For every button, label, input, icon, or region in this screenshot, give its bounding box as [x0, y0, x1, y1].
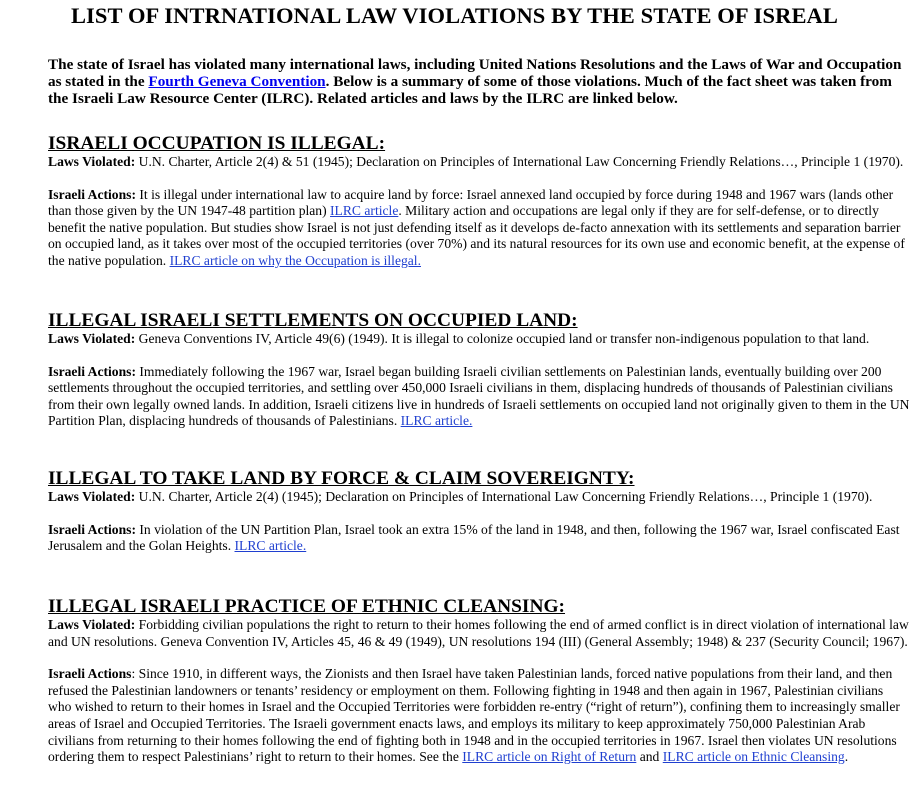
israeli-actions-paragraph [48, 522, 909, 555]
laws-violated-text: Geneva Conventions IV, Article 49(6) (1949). It is illegal to colonize occupied land or transfer non-indigenous population to that land. [135, 331, 870, 346]
israeli-actions-text: It is illegal under international law to acquire land by force: Israel annexed land occupied by force during 1948 and 1967 wars (lands other than those given by the UN 1947-48 partition plan) [48, 186, 894, 219]
ilrc-article-link[interactable]: ILRC article [330, 203, 399, 219]
laws-violated-label: Laws Violated: [48, 331, 136, 346]
intro-paragraph [48, 56, 909, 107]
ilrc-article-link[interactable]: ILRC article. [400, 413, 473, 429]
laws-violated-text: U.N. Charter, Article 2(4) & 51 (1945); Declaration on Principles of International Law Concerning Friendly Relations…, Principle 1 (1970). [135, 154, 904, 169]
laws-violated-paragraph [48, 331, 909, 348]
ilrc-right-of-return-link[interactable]: ILRC article on Right of Return [462, 749, 637, 765]
section-heading: ILLEGAL TO TAKE LAND BY FORCE & CLAIM SOVEREIGNTY: [48, 468, 635, 489]
laws-violated-paragraph [48, 617, 909, 650]
israeli-actions-and: and [636, 749, 663, 765]
israeli-actions-text: In violation of the UN Partition Plan, Israel took an extra 15% of the land in 1948, and then, following the 1967 war, Israel confiscated East Jerusalem and the Golan Heights. [48, 521, 900, 554]
laws-violated-paragraph [48, 154, 909, 171]
israeli-actions-text: : Since 1910, in different ways, the Zionists and then Israel have taken Palestinian lands, forced native populations from their land, and then refused the Palestinian landowners or tenants’ residency or employment on them. Following fighting in 1948 and then again in 1967, Palestinian civilians who wished to return to their homes in Israel and the Occupied Territories were forbidden re-entry (“right of return”), confining them to increasingly smaller areas of Israel and Occupied Territories. The Israeli government enacts laws, and employs its military to keep approximately 750,000 Palestinian Arab civilians from returning to their homes following the end of fighting both in 1948 and in the occupied territories in 1967. Israel then violates UN resolutions ordering them to respect Palestinians’ right to return to their homes. See the [48, 666, 900, 765]
israeli-actions-paragraph [48, 666, 909, 766]
section-illegal-settlements [48, 310, 909, 430]
laws-violated-label: Laws Violated: [48, 617, 136, 632]
section-occupation-illegal [48, 133, 909, 270]
israeli-actions-text: Immediately following the 1967 war, Israel began building Israeli civilian settlements on Palestinian lands, eventually building over 200 settlements throughout the occupied territories, and settling over 450,000 Israeli civilians in them, displacing hundreds of thousands of Palestinian civilians from their own legally owned lands. In addition, Israeli citizens live in hundreds of Israeli settlements on occupied land not originally given to them in the UN Partition Plan, displacing hundreds of thousands of Palestinians. [48, 363, 909, 429]
israeli-actions-label: Israeli Actions: [48, 186, 136, 202]
israeli-actions-label: Israeli Actions: [48, 521, 136, 537]
section-heading: ILLEGAL ISRAELI PRACTICE OF ETHNIC CLEANSING: [48, 596, 566, 617]
israeli-actions-text-cont: . Military action and occupations are legal only if they are for self-defense, or to directly benefit the native population. But studies show Israel is not just defending itself as it develops de-facto annexation with its settlements and separation barrier on occupied land, as it takes over most of the occupied territories (over 70%) and its natural resources for its own use and economic benefit, at the expense of the native population. [48, 203, 905, 268]
ilrc-article-link[interactable]: ILRC article. [234, 538, 307, 554]
laws-violated-paragraph [48, 489, 909, 506]
fourth-geneva-convention-link[interactable]: Fourth Geneva Convention [148, 73, 326, 90]
israeli-actions-paragraph [48, 187, 909, 270]
ilrc-ethnic-cleansing-link[interactable]: ILRC article on Ethnic Cleansing [662, 749, 845, 765]
section-land-by-force [48, 468, 909, 555]
section-ethnic-cleansing [48, 596, 909, 766]
intro-text-after: . Below is a summary of some of those violations. Much of the fact sheet was taken from the Israeli Law Resource Center (ILRC). Related articles and laws by the ILRC are linked below. [48, 73, 892, 107]
laws-violated-text: U.N. Charter, Article 2(4) (1945); Declaration on Principles of International Law Concerning Friendly Relations…, Principle 1 (1970). [135, 489, 873, 504]
intro-text-before: The state of Israel has violated many international laws, including United Nations Resolutions and the Laws of War and Occupation as stated in the [48, 56, 902, 90]
section-heading: ISRAELI OCCUPATION IS ILLEGAL: [48, 133, 386, 154]
laws-violated-label: Laws Violated: [48, 489, 136, 504]
section-heading: ILLEGAL ISRAELI SETTLEMENTS ON OCCUPIED LAND: [48, 310, 578, 331]
ilrc-occupation-illegal-link[interactable]: ILRC article on why the Occupation is illegal. [169, 252, 421, 268]
israeli-actions-label: Israeli Actions [48, 666, 132, 682]
page-title: LIST OF INTRNATIONAL LAW VIOLATIONS BY THE STATE OF ISREAL [70, 3, 839, 28]
laws-violated-label: Laws Violated: [48, 154, 136, 169]
israeli-actions-label: Israeli Actions: [48, 363, 136, 379]
israeli-actions-end: . [844, 749, 849, 765]
israeli-actions-paragraph [48, 364, 909, 430]
laws-violated-text: Forbidding civilian populations the right to return to their homes following the end of armed conflict is in direct violation of international law and UN resolutions. Geneva Convention IV, Articles 45, 46 & 49 (1949), UN resolutions 194 (III) (General Assembly; 1948) & 237 (Security Council; 1967). [48, 617, 909, 649]
